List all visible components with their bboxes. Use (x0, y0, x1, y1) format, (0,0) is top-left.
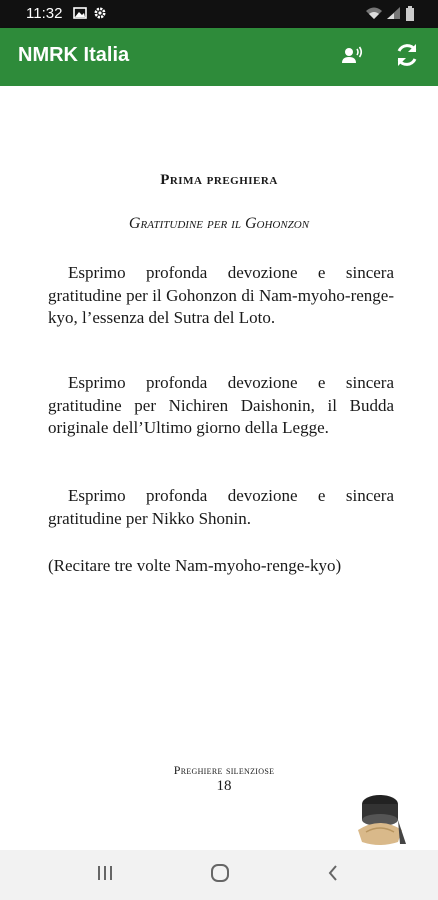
prayer-page (0, 86, 438, 850)
settings-icon (93, 6, 107, 24)
refresh-icon (393, 41, 421, 74)
battery-icon (405, 6, 415, 26)
page-footer-title: Preghiere silenziose (173, 763, 275, 777)
voice-button[interactable] (336, 41, 368, 73)
status-time: 11:32 (26, 5, 63, 22)
wifi-icon (365, 6, 383, 24)
recents-button[interactable] (90, 862, 120, 888)
back-button[interactable] (318, 862, 348, 888)
voice-icon (341, 45, 363, 70)
home-icon (210, 863, 230, 888)
home-button[interactable] (205, 862, 235, 888)
app-title: NMRK Italia (18, 44, 130, 66)
page-subheading: Gratitudine per il Gohonzon (128, 215, 310, 232)
refresh-button[interactable] (391, 41, 423, 73)
back-icon (326, 864, 340, 887)
bell-illustration[interactable] (356, 790, 408, 848)
navigation-bar (0, 850, 438, 900)
prayer-paragraph: Esprimo profonda devozione e sincera gratitudine per Nichiren Daishonin, il Budda originale dell’Ultimo giorno della Legge. (48, 373, 394, 437)
recents-icon (96, 865, 114, 886)
recite-instruction: (Recitare tre volte Nam-myoho-renge-kyo) (48, 556, 342, 575)
signal-icon (386, 6, 402, 24)
page-heading: Prima preghiera (160, 172, 278, 188)
status-bar (0, 0, 438, 28)
page-number: 18 (216, 778, 232, 794)
app-bar (0, 28, 438, 86)
prayer-paragraph: Esprimo profonda devozione e sincera gratitudine per il Gohonzon di Nam-myoho-renge-kyo, l’essenza del Sutra del Loto. (48, 263, 394, 327)
prayer-paragraph: Esprimo profonda devozione e sincera gratitudine per Nikko Shonin. (48, 486, 394, 528)
image-icon (73, 6, 87, 24)
